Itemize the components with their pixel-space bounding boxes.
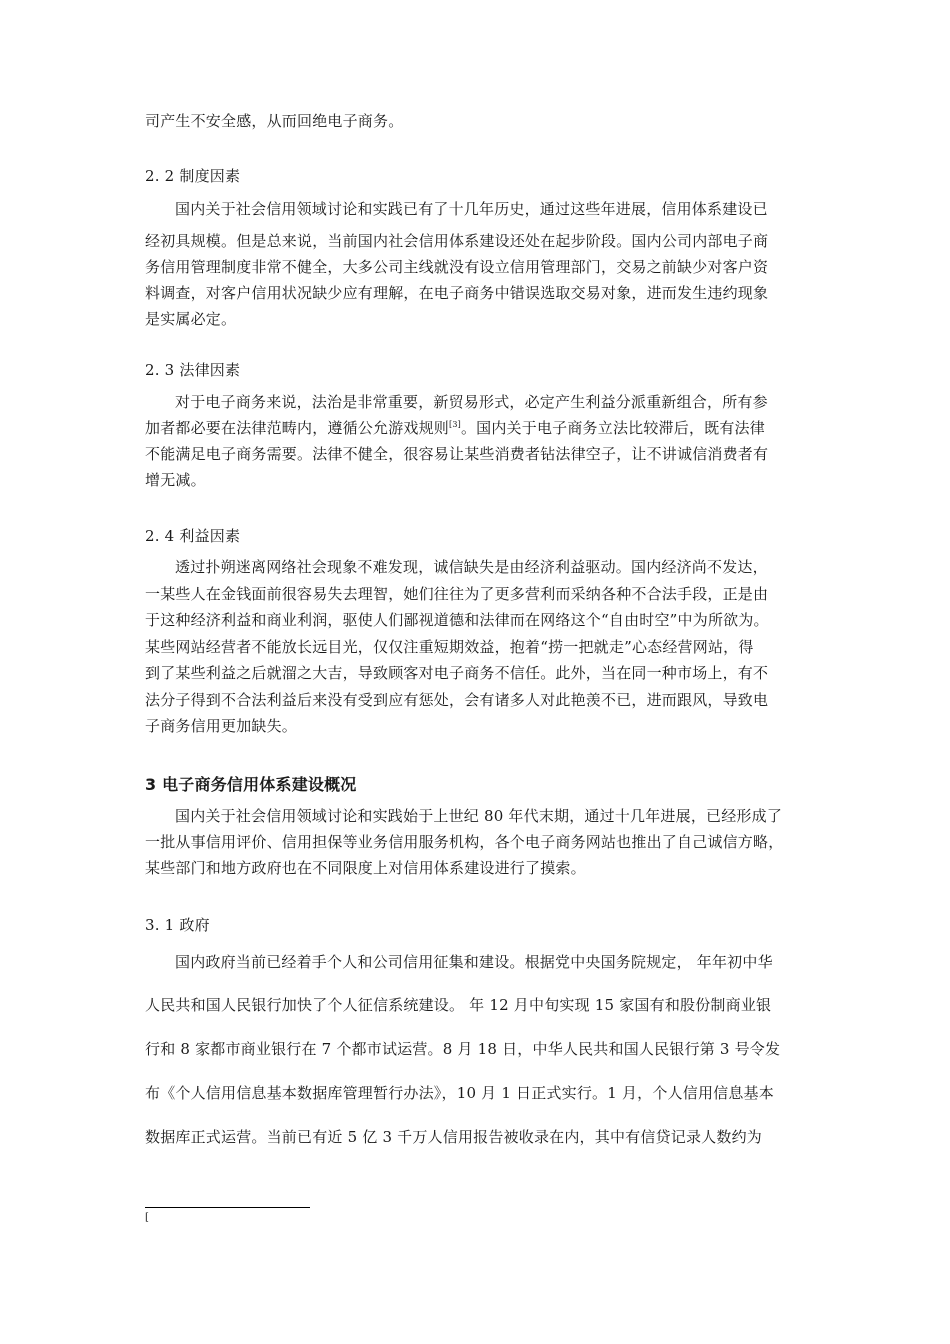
paragraph-line: 法分子得到不合法利益后来没有受到应有惩处，会有诸多人对此艳羡不已，进而跟风，导致电 xyxy=(145,691,769,709)
paragraph-line: 国内关于社会信用领域讨论和实践始于上世纪 80 年代末期，通过十几年进展，已经形成了 xyxy=(175,807,783,825)
paragraph-line: 布《个人信用信息基本数据库管理暂行办法》，10 月 1 日正式实行。1 月，个人信用信息基本 xyxy=(145,1084,774,1102)
paragraph-line: 国内关于社会信用领域讨论和实践已有了十几年历史，通过这些年进展，信用体系建设已 xyxy=(175,200,768,218)
paragraph-line-with-citation xyxy=(145,418,765,438)
paragraph-line: 是实属必定。 xyxy=(145,310,237,328)
paragraph-line: 某些部门和地方政府也在不同限度上对信用体系建设进行了摸索。 xyxy=(145,859,586,877)
footnote: [ xyxy=(145,1212,149,1223)
chapter-heading-3: 3 电子商务信用体系建设概况 xyxy=(145,775,357,794)
paragraph-line: 子商务信用更加缺失。 xyxy=(145,717,298,735)
paragraph-line: 行和 8 家都市商业银行在 7 个都市试运营。8 月 18 日，中华人民共和国人民银行第 3 号令发 xyxy=(145,1040,781,1058)
footnote-separator xyxy=(145,1207,310,1208)
paragraph-line: 一批从事信用评价、信用担保等业务信用服务机构，各个电子商务网站也推出了自己诚信方略， xyxy=(145,833,784,851)
paragraph-line: 一某些人在金钱面前很容易失去理智，她们往往为了更多营利而采纳各种不合法手段，正是由 xyxy=(145,585,769,603)
paragraph-line: 于这种经济利益和商业利润，驱使人们鄙视道德和法律而在网络这个“自由时空”中为所欲为。 xyxy=(145,611,769,629)
paragraph-line: 料调查，对客户信用状况缺少应有理解，在电子商务中错误选取交易对象，进而发生违约现象 xyxy=(145,284,769,302)
citation-reference[interactable]: [3] xyxy=(449,420,461,429)
section-heading-3-1: 3. 1 政府 xyxy=(145,916,210,934)
paragraph-line: 透过扑朔迷离网络社会现象不难发现，诚信缺失是由经济利益驱动。国内经济尚不发达， xyxy=(175,558,768,576)
paragraph-line: 某些网站经营者不能放长远目光，仅仅注重短期效益，抱着“捞一把就走”心态经营网站，得 xyxy=(145,638,754,656)
paragraph-line: 国内政府当前已经着手个人和公司信用征集和建设。根据党中央国务院规定， 年年初中华 xyxy=(175,953,773,971)
paragraph-line: 务信用管理制度非常不健全，大多公司主线就没有设立信用管理部门，交易之前缺少对客户资 xyxy=(145,258,769,276)
section-heading-2-3: 2. 3 法律因素 xyxy=(145,361,241,379)
text-segment: 加者都必要在法律范畴内，遵循公允游戏规则 xyxy=(145,419,450,437)
text-segment: 。国内关于电子商务立法比较滞后，既有法律 xyxy=(460,419,765,437)
paragraph-line: 增无减。 xyxy=(145,471,206,489)
section-heading-2-2: 2. 2 制度因素 xyxy=(145,167,241,185)
paragraph-line: 到了某些利益之后就溜之大吉，导致顾客对电子商务不信任。此外，当在同一种市场上，有不 xyxy=(145,664,769,682)
paragraph-continuation: 司产生不安全感，从而回绝电子商务。 xyxy=(145,112,404,130)
paragraph-line: 不能满足电子商务需要。法律不健全，很容易让某些消费者钻法律空子，让不讲诚信消费者有 xyxy=(145,445,769,463)
paragraph-line: 人民共和国人民银行加快了个人征信系统建设。 年 12 月中旬实现 15 家国有和股份制商业银 xyxy=(145,996,772,1014)
paragraph-line: 经初具规模。但是总来说，当前国内社会信用体系建设还处在起步阶段。国内公司内部电子商 xyxy=(145,232,769,250)
section-heading-2-4: 2. 4 利益因素 xyxy=(145,527,241,545)
paragraph-line: 对于电子商务来说，法治是非常重要，新贸易形式，必定产生利益分派重新组合，所有参 xyxy=(175,393,768,411)
paragraph-line: 数据库正式运营。当前已有近 5 亿 3 千万人信用报告被收录在内，其中有信贷记录人数约为 xyxy=(145,1128,762,1146)
